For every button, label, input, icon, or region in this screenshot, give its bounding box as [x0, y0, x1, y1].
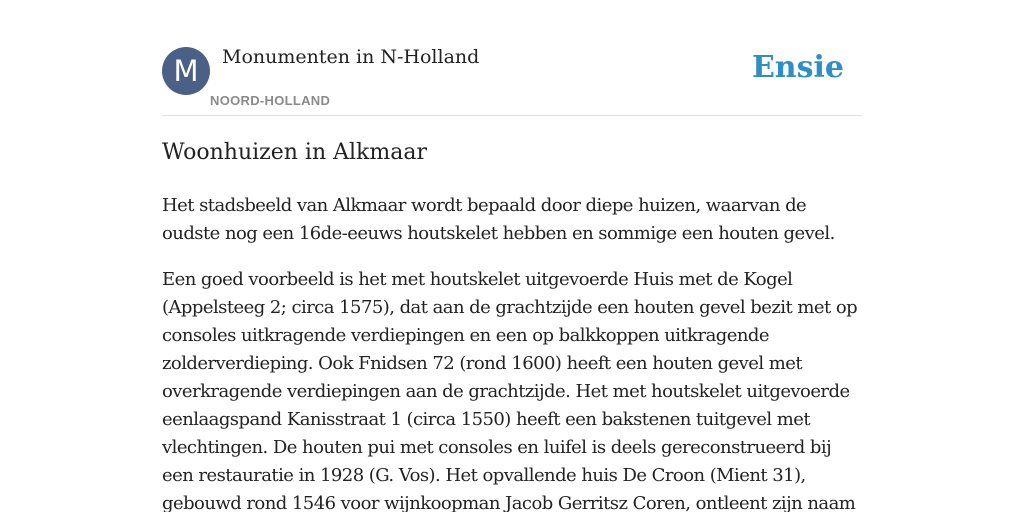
avatar[interactable]: M	[162, 47, 210, 95]
site-header	[162, 0, 862, 116]
brand-logo[interactable]: Ensie	[751, 50, 844, 85]
paragraph: Een goed voorbeeld is het met houtskelet uitgevoerde Huis met de Kogel (Appelsteeg 2; circa 1575), dat aan de grachtzijde een houten gevel bezit met op consoles uitkragende verdiepingen en een op balkkoppen uitkragende zolderverdieping. Ook Fnidsen 72 (rond 1600) heeft een houten gevel met overkragende verdiepingen aan de grachtzijde. Het met houtskelet uitgevoerde eenlaagspand Kanisstraat 1 (circa 1550) heeft een bakstenen tuitgevel met vlechtingen. De houten pui met consoles en luifel is deels gereconstrueerd bij een restauratie in 1928 (G. Vos). Het opvallende huis De Croon (Mient 31), gebouwd rond 1546 voor wijnkoopman Jacob Gerritsz Coren, ontleent zijn naam	[162, 269, 858, 512]
paragraph: Het stadsbeeld van Alkmaar wordt bepaald door diepe huizen, waarvan de oudste nog een 16de-eeuws houtskelet hebben en sommige een houten gevel.	[162, 195, 835, 244]
article-title: Woonhuizen in Alkmaar	[162, 140, 427, 165]
article-body	[162, 192, 862, 512]
page	[162, 0, 862, 512]
site-title[interactable]: Monumenten in N-Holland	[222, 46, 480, 68]
site-subtitle[interactable]: NOORD-HOLLAND	[210, 93, 331, 108]
